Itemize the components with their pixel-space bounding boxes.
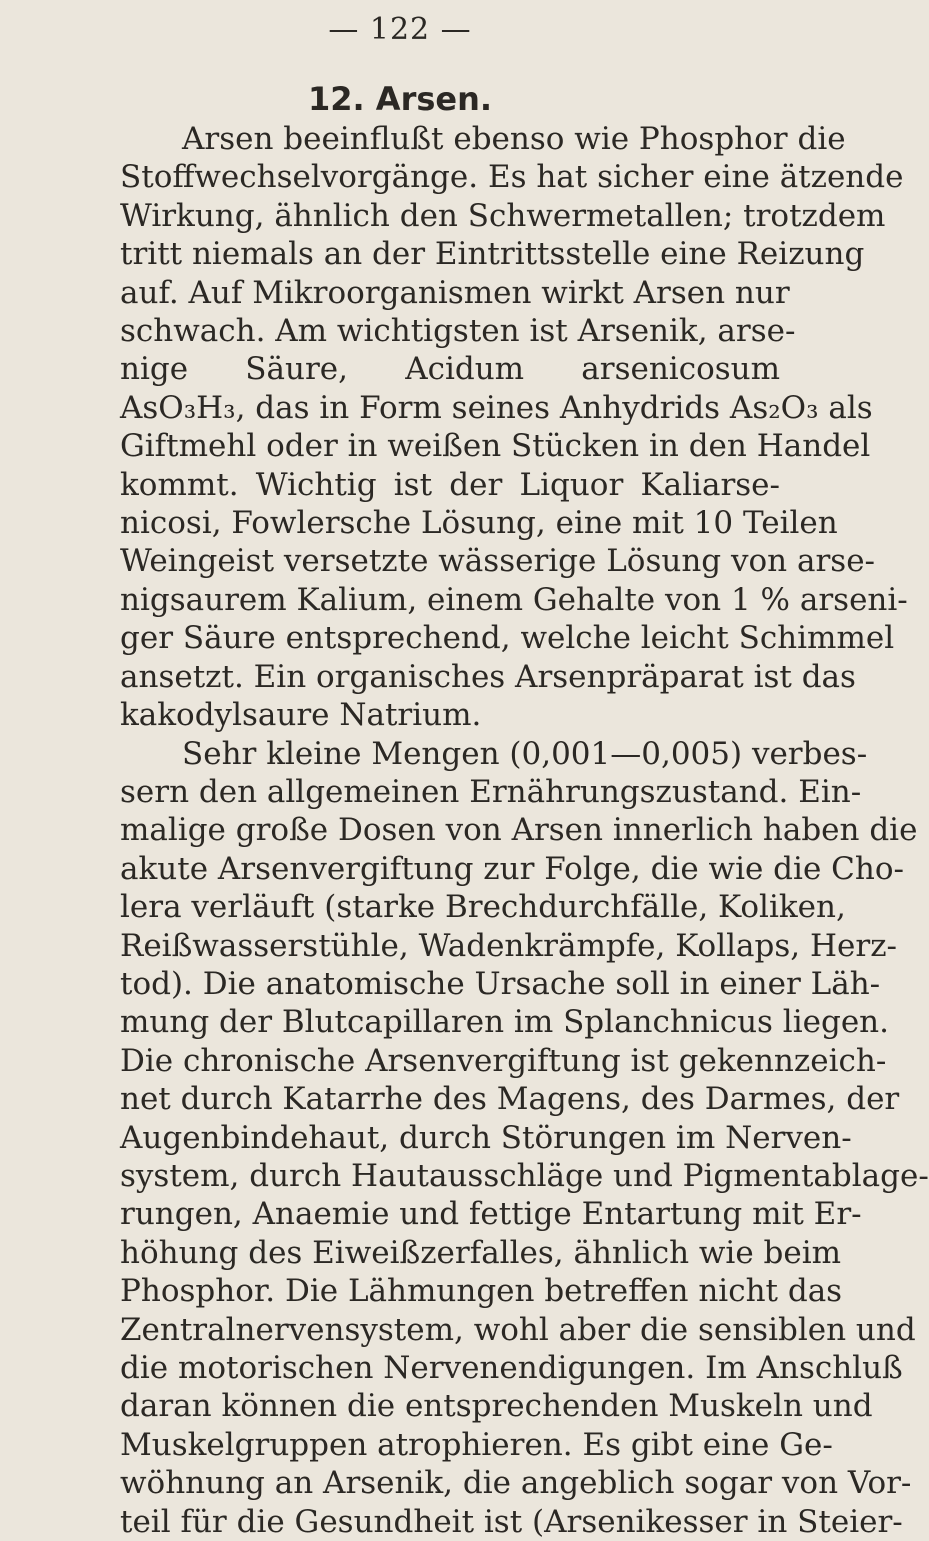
text-line: malige große Dosen von Arsen innerlich haben die (120, 812, 918, 849)
text-line: tod). Die anatomische Ursache soll in einer Läh- (120, 965, 881, 1002)
page-number: — 122 — (328, 12, 472, 47)
text-line: Muskelgruppen atrophieren. Es gibt eine Ge- (120, 1426, 833, 1463)
text-line: nige Säure, Acidum arsenicosum (120, 351, 780, 388)
text-line: sern den allgemeinen Ernährungszustand. Ein- (120, 773, 862, 810)
text-line: schwach. Am wichtigsten ist Arsenik, arse- (120, 313, 796, 350)
text-line: Arsen beeinflußt ebenso wie Phosphor die (182, 121, 846, 157)
text-line: ansetzt. Ein organisches Arsenpräparat ist das (120, 658, 856, 695)
text-line: Zentralnervensystem, wohl aber die sensiblen und (120, 1311, 916, 1348)
text-line: daran können die entsprechenden Muskeln und (120, 1388, 873, 1425)
section-title: 12. Arsen. (307, 80, 493, 118)
text-line: lera verläuft (starke Brechdurchfälle, Koliken, (120, 889, 846, 926)
text-line: höhung des Eiweißzerfalles, ähnlich wie beim (120, 1234, 842, 1271)
text-line: ger Säure entsprechend, welche leicht Schimmel (120, 620, 895, 657)
text-line: wöhnung an Arsenik, die angeblich sogar von Vor- (120, 1465, 912, 1502)
text-line: Reißwasserstühle, Wadenkrämpfe, Kollaps, Herz- (120, 927, 897, 964)
text-line: nicosi, Fowlersche Lösung, eine mit 10 Teilen (120, 505, 838, 542)
text-line: tritt niemals an der Eintrittsstelle eine Reizung (120, 236, 865, 273)
text-line: auf. Auf Mikroorganismen wirkt Arsen nur (120, 274, 790, 311)
text-line: rungen, Anaemie und fettige Entartung mit Er- (120, 1196, 862, 1233)
text-line: AsO₃H₃, das in Form seines Anhydrids As₂O₃ als (120, 389, 873, 426)
text-line: akute Arsenvergiftung zur Folge, die wie die Cho- (120, 850, 904, 887)
body-text (120, 120, 929, 1541)
text-line: Wirkung, ähnlich den Schwermetallen; trotzdem (120, 197, 886, 234)
text-line: nigsaurem Kalium, einem Gehalte von 1 % arseni- (120, 581, 908, 618)
text-line: mung der Blutcapillaren im Splanchnicus liegen. (120, 1004, 889, 1041)
text-line: kakodylsaure Natrium. (120, 697, 482, 734)
text-line: Giftmehl oder in weißen Stücken in den Handel (120, 428, 871, 465)
text-line: system, durch Hautausschläge und Pigmentablage- (120, 1157, 929, 1194)
text-line: Phosphor. Die Lähmungen betreffen nicht das (120, 1273, 843, 1310)
text-line: Weingeist versetzte wässerige Lösung von arse- (120, 543, 876, 580)
text-line: die motorischen Nervenendigungen. Im Anschluß (120, 1350, 903, 1386)
text-line: teil für die Gesundheit ist (Arsenikesser in Steier- (120, 1503, 903, 1540)
text-line: kommt. Wichtig ist der Liquor Kaliarse- (120, 466, 780, 503)
text-line: Stoffwechselvorgänge. Es hat sicher eine ätzende (120, 159, 904, 196)
text-line: net durch Katarrhe des Magens, des Darmes, der (120, 1081, 900, 1118)
text-line: Sehr kleine Mengen (0,001—0,005) verbes- (182, 735, 868, 772)
text-line: Die chronische Arsenvergiftung ist gekennzeich- (120, 1042, 887, 1079)
text-line: Augenbindehaut, durch Störungen im Nerven- (120, 1119, 852, 1156)
